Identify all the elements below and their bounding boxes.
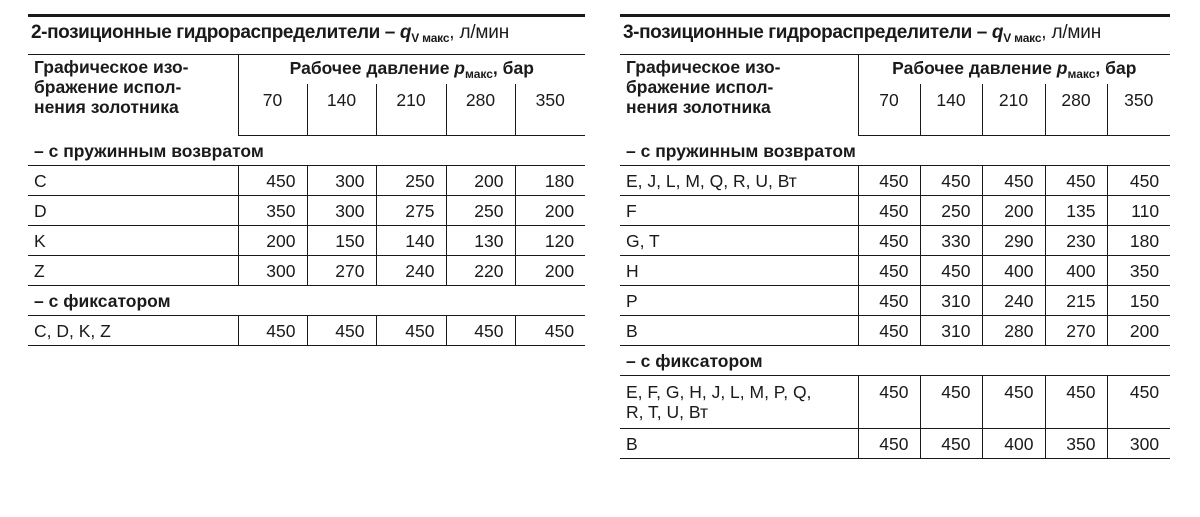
pressure-value: 210 bbox=[982, 84, 1045, 136]
spool-name: G, T bbox=[620, 226, 858, 256]
flow-value: 220 bbox=[446, 256, 515, 286]
pressure-value: 70 bbox=[238, 84, 307, 136]
col-graphic-header bbox=[28, 55, 238, 136]
title-subscript: V макс bbox=[1003, 31, 1042, 45]
pressure-value: 350 bbox=[1107, 84, 1170, 136]
pressure-value: 280 bbox=[1045, 84, 1107, 136]
spool-name: Z bbox=[28, 256, 238, 286]
flow-value: 400 bbox=[982, 256, 1045, 286]
section-label: – с пружинным возвратом bbox=[28, 136, 585, 166]
spool-name: K bbox=[28, 226, 238, 256]
flow-value: 400 bbox=[1045, 256, 1107, 286]
pressure-header bbox=[238, 55, 585, 84]
flow-value: 180 bbox=[515, 166, 585, 196]
flow-value: 150 bbox=[307, 226, 376, 256]
table-row bbox=[620, 196, 1170, 226]
table-row bbox=[28, 226, 585, 256]
flow-value: 240 bbox=[982, 286, 1045, 316]
col-graphic-line: нения золотника bbox=[34, 97, 179, 117]
flow-value: 290 bbox=[982, 226, 1045, 256]
flow-value: 200 bbox=[515, 196, 585, 226]
flow-value: 200 bbox=[238, 226, 307, 256]
table-title-row bbox=[28, 16, 585, 55]
col-graphic-line: бражение испол- bbox=[626, 77, 774, 97]
flow-value: 275 bbox=[376, 196, 446, 226]
col-graphic-line: Графическое изо- bbox=[34, 57, 189, 77]
spool-name: P bbox=[620, 286, 858, 316]
pressure-p: p bbox=[454, 57, 465, 78]
table-row bbox=[28, 166, 585, 196]
spool-name: E, J, L, M, Q, R, U, Вт bbox=[620, 166, 858, 196]
flow-value: 250 bbox=[446, 196, 515, 226]
flow-value: 450 bbox=[920, 376, 982, 429]
flow-value: 450 bbox=[858, 226, 920, 256]
table-row bbox=[28, 196, 585, 226]
spool-name bbox=[620, 376, 858, 429]
spool-name: D bbox=[28, 196, 238, 226]
header-row bbox=[620, 55, 1170, 84]
flow-value: 450 bbox=[858, 166, 920, 196]
col-graphic-line: бражение испол- bbox=[34, 77, 182, 97]
col-graphic-line: нения золотника bbox=[626, 97, 771, 117]
pressure-subscript: макс bbox=[465, 66, 493, 81]
title-subscript: V макс bbox=[411, 31, 450, 45]
flow-value: 450 bbox=[515, 316, 585, 346]
pressure-header bbox=[858, 55, 1170, 84]
pressure-p: p bbox=[1056, 57, 1068, 78]
flow-value: 230 bbox=[1045, 226, 1107, 256]
table-title bbox=[28, 16, 585, 55]
spool-name-line: R, T, U, Вт bbox=[626, 402, 708, 422]
flow-value: 450 bbox=[920, 166, 982, 196]
header-row bbox=[28, 55, 585, 84]
table-3-position bbox=[620, 14, 1170, 459]
table-row bbox=[28, 316, 585, 346]
flow-value: 250 bbox=[376, 166, 446, 196]
pressure-label: Рабочее давление bbox=[892, 57, 1057, 78]
flow-value: 310 bbox=[920, 316, 982, 346]
table-row bbox=[620, 376, 1170, 429]
pressure-value: 210 bbox=[376, 84, 446, 136]
flow-value: 450 bbox=[858, 316, 920, 346]
flow-value: 450 bbox=[858, 256, 920, 286]
flow-value: 310 bbox=[920, 286, 982, 316]
flow-value: 240 bbox=[376, 256, 446, 286]
flow-value: 215 bbox=[1045, 286, 1107, 316]
section-row bbox=[28, 136, 585, 166]
flow-value: 400 bbox=[982, 429, 1045, 459]
flow-value: 450 bbox=[1107, 166, 1170, 196]
pressure-subscript: макс bbox=[1067, 66, 1096, 81]
pressure-value: 140 bbox=[920, 84, 982, 136]
flow-value: 450 bbox=[1107, 376, 1170, 429]
pressure-value: 280 bbox=[446, 84, 515, 136]
flow-value: 450 bbox=[858, 376, 920, 429]
flow-value: 450 bbox=[858, 196, 920, 226]
flow-value: 280 bbox=[982, 316, 1045, 346]
flow-value: 450 bbox=[982, 376, 1045, 429]
flow-value: 130 bbox=[446, 226, 515, 256]
pressure-label: Рабочее давление bbox=[289, 57, 455, 78]
flow-value: 150 bbox=[1107, 286, 1170, 316]
flow-value: 450 bbox=[376, 316, 446, 346]
pressure-value: 350 bbox=[515, 84, 585, 136]
flow-value: 250 bbox=[920, 196, 982, 226]
flow-value: 200 bbox=[982, 196, 1045, 226]
flow-value: 140 bbox=[376, 226, 446, 256]
flow-value: 450 bbox=[858, 429, 920, 459]
table-row bbox=[620, 226, 1170, 256]
flow-value: 110 bbox=[1107, 196, 1170, 226]
title-q: q bbox=[399, 22, 412, 43]
table-2-position bbox=[28, 14, 585, 346]
flow-value: 270 bbox=[307, 256, 376, 286]
flow-value: 330 bbox=[920, 226, 982, 256]
table-row bbox=[620, 166, 1170, 196]
table-row bbox=[28, 256, 585, 286]
section-label: – с фиксатором bbox=[28, 286, 585, 316]
flow-value: 120 bbox=[515, 226, 585, 256]
flow-value: 450 bbox=[238, 316, 307, 346]
flow-value: 135 bbox=[1045, 196, 1107, 226]
col-graphic-header bbox=[620, 55, 858, 136]
flow-value: 450 bbox=[920, 429, 982, 459]
spool-name: H bbox=[620, 256, 858, 286]
flow-value: 450 bbox=[307, 316, 376, 346]
title-unit: , л/мин bbox=[1041, 22, 1101, 43]
spool-name: B bbox=[620, 429, 858, 459]
table-title bbox=[620, 16, 1170, 55]
table-row bbox=[620, 429, 1170, 459]
spool-name: C, D, K, Z bbox=[28, 316, 238, 346]
flow-value: 200 bbox=[1107, 316, 1170, 346]
section-label: – с пружинным возвратом bbox=[620, 136, 1170, 166]
flow-value: 300 bbox=[307, 196, 376, 226]
spool-name-line: E, F, G, H, J, L, M, P, Q, bbox=[626, 382, 812, 402]
spool-name: B bbox=[620, 316, 858, 346]
title-unit: , л/мин bbox=[449, 22, 509, 43]
table-title-row bbox=[620, 16, 1170, 55]
section-row bbox=[620, 346, 1170, 376]
flow-value: 300 bbox=[307, 166, 376, 196]
flow-value: 350 bbox=[238, 196, 307, 226]
pressure-unit: , бар bbox=[1095, 57, 1137, 78]
flow-value: 450 bbox=[1045, 376, 1107, 429]
title-text: 2-позиционные гидрораспределители – bbox=[31, 22, 400, 43]
flow-value: 450 bbox=[982, 166, 1045, 196]
section-row bbox=[28, 286, 585, 316]
flow-value: 450 bbox=[238, 166, 307, 196]
title-q: q bbox=[991, 22, 1004, 43]
flow-value: 450 bbox=[1045, 166, 1107, 196]
table-row bbox=[620, 316, 1170, 346]
section-label: – с фиксатором bbox=[620, 346, 1170, 376]
flow-value: 300 bbox=[238, 256, 307, 286]
pressure-value: 140 bbox=[307, 84, 376, 136]
spool-name: C bbox=[28, 166, 238, 196]
col-graphic-line: Графическое изо- bbox=[626, 57, 781, 77]
flow-value: 350 bbox=[1045, 429, 1107, 459]
flow-value: 200 bbox=[446, 166, 515, 196]
pressure-value: 70 bbox=[858, 84, 920, 136]
flow-value: 180 bbox=[1107, 226, 1170, 256]
title-text: 3-позиционные гидрораспределители – bbox=[623, 22, 992, 43]
flow-value: 450 bbox=[446, 316, 515, 346]
flow-value: 200 bbox=[515, 256, 585, 286]
flow-value: 350 bbox=[1107, 256, 1170, 286]
flow-value: 450 bbox=[858, 286, 920, 316]
flow-value: 300 bbox=[1107, 429, 1170, 459]
section-row bbox=[620, 136, 1170, 166]
flow-value: 270 bbox=[1045, 316, 1107, 346]
pressure-unit: , бар bbox=[492, 57, 534, 78]
table-row bbox=[620, 286, 1170, 316]
table-row bbox=[620, 256, 1170, 286]
spool-name: F bbox=[620, 196, 858, 226]
flow-value: 450 bbox=[920, 256, 982, 286]
